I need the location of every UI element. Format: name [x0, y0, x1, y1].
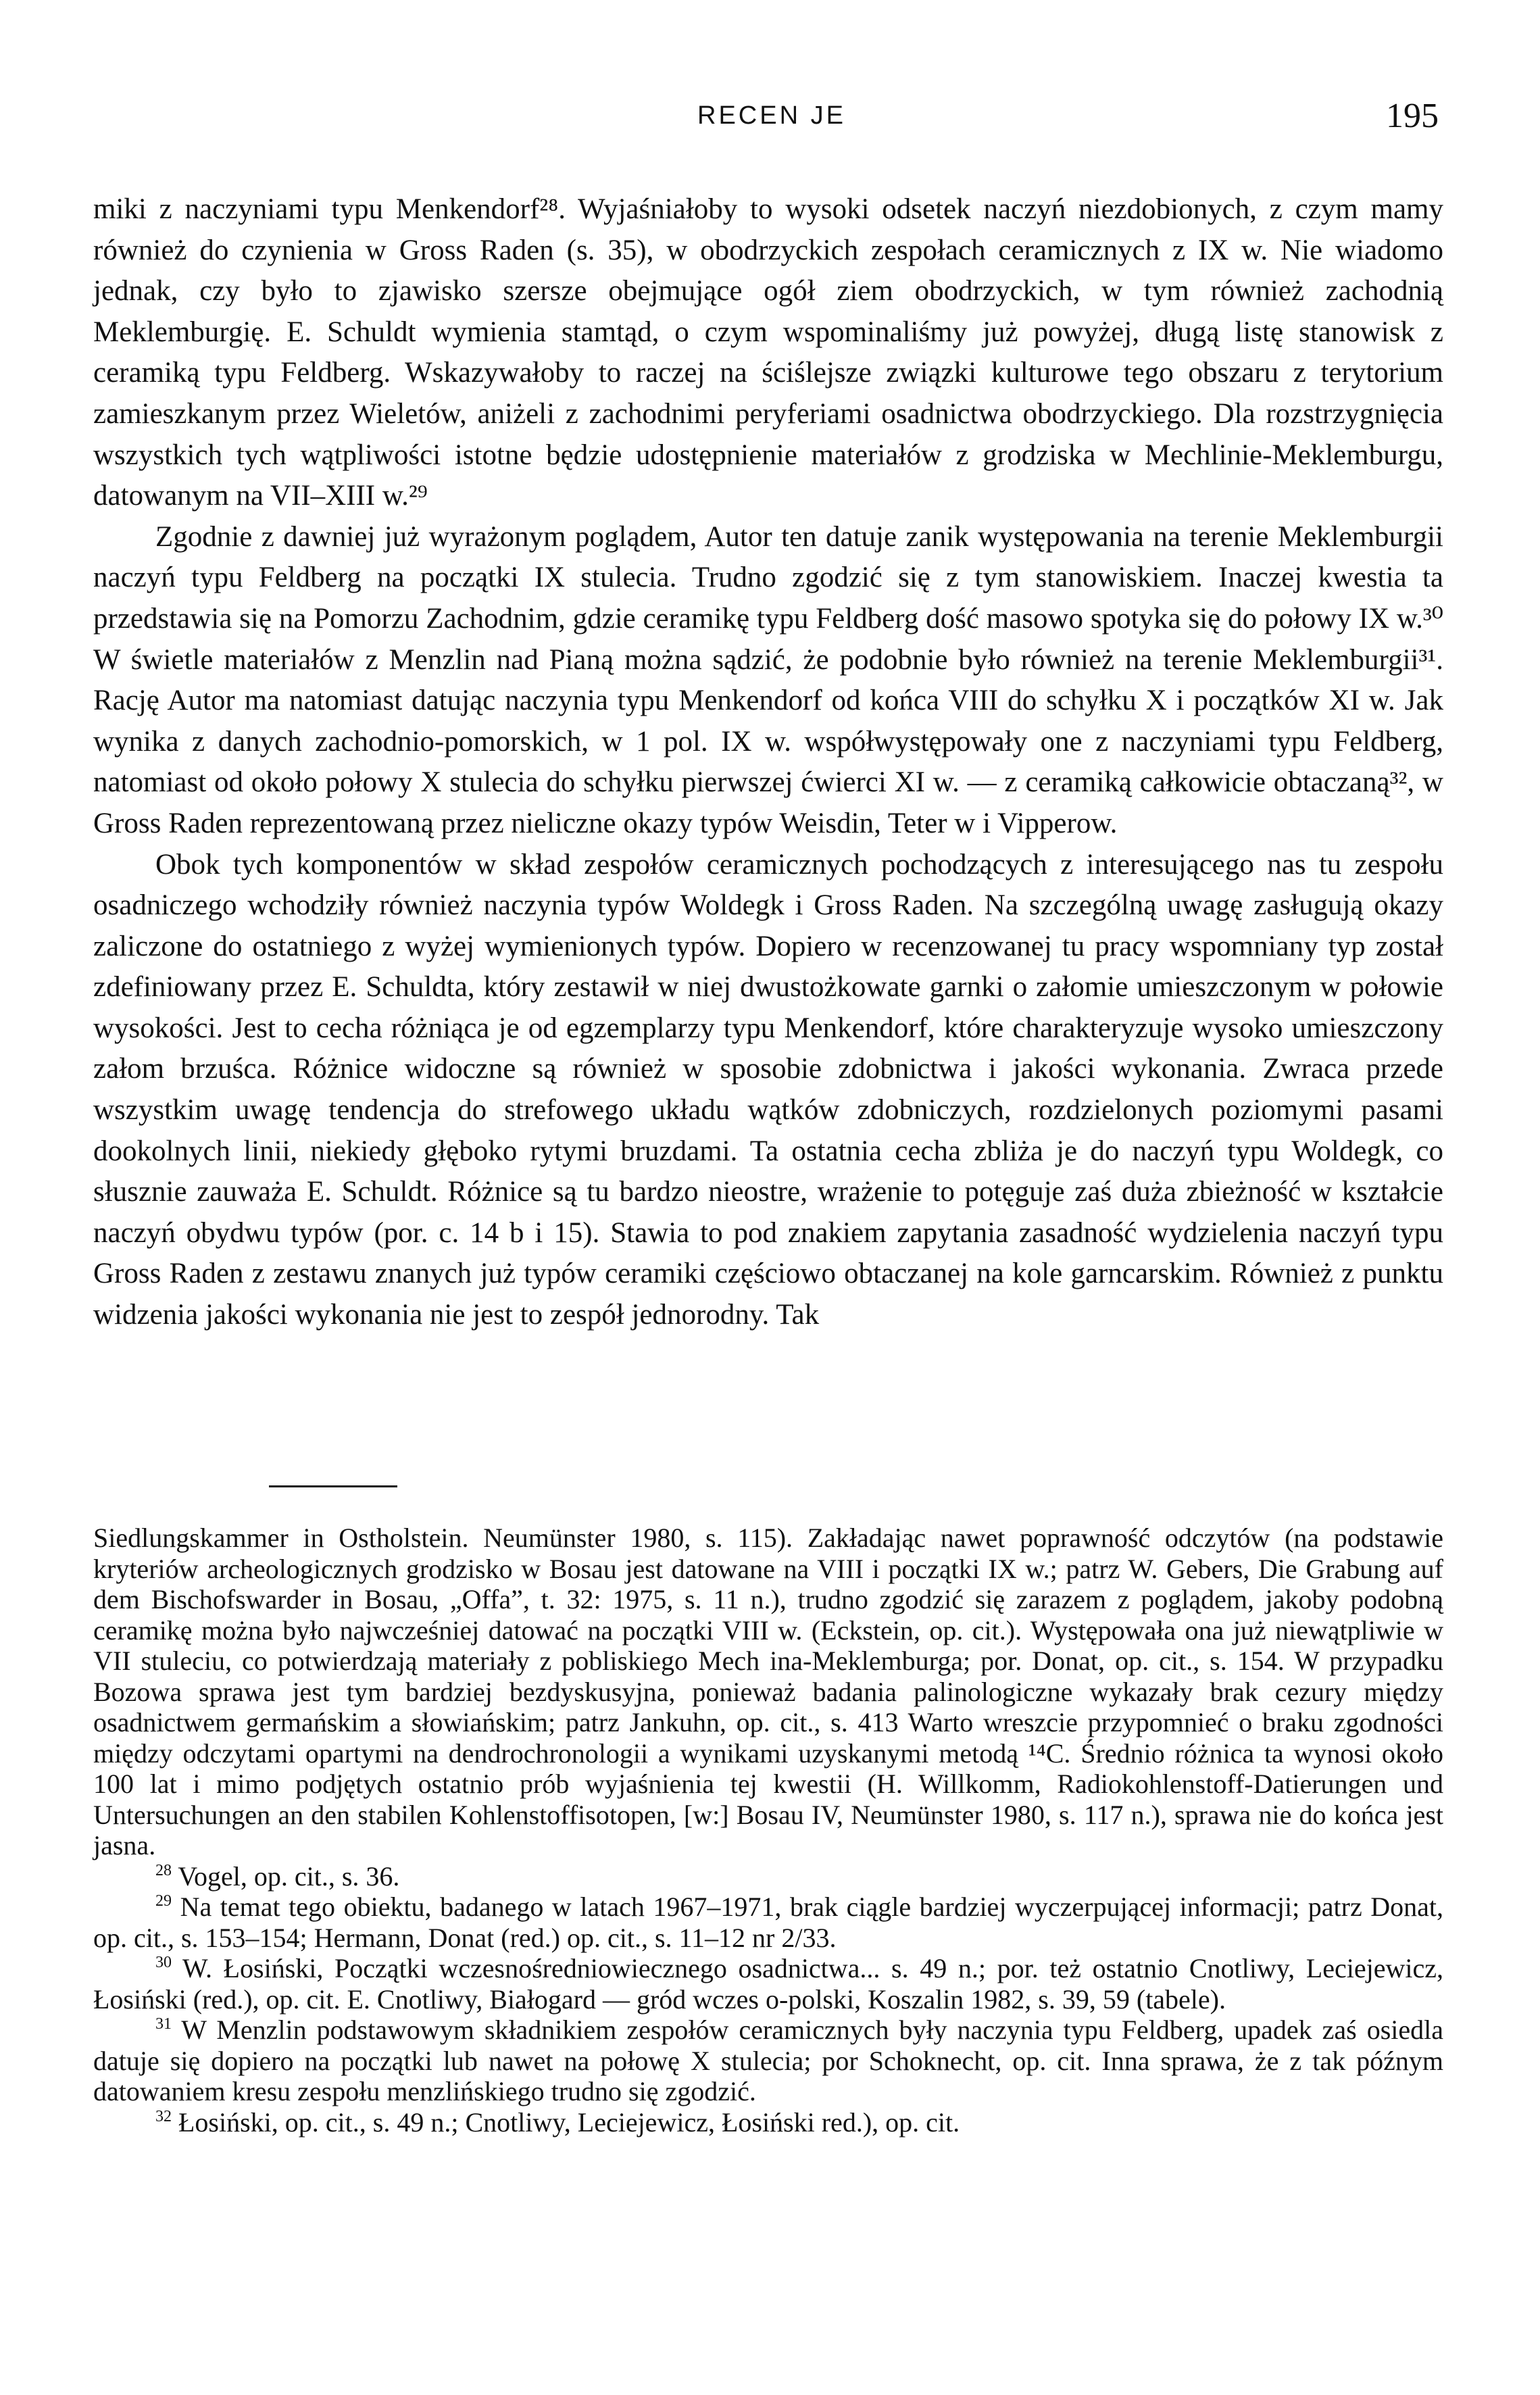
footnote-separator — [269, 1485, 397, 1487]
footnote-marker: 29 — [155, 1892, 172, 1910]
footnote-28 — [93, 1861, 1443, 1892]
body-paragraph-1: miki z naczyniami typu Menkendorf²⁸. Wyjaśniałoby to wysoki odsetek naczyń niezdobionych, z czym mamy również do czynienia w Gross Raden (s. 35), w obodrzyckich zespołach ceramicznych z IX w. Nie wiadomo jednak, czy było to zjawisko szersze obejmujące ogół ziem obodrzyckich, w tym również zachodnią Meklemburgię. E. Schuldt wymienia stamtąd, o czym wspominaliśmy już powyżej, długą listę stanowisk z ceramiką typu Feldberg. Wskazywałoby to raczej na ściślejsze związki kulturowe tego obszaru z terytorium zamieszkanym przez Wieletów, aniżeli z zachodnimi peryferiami osadnictwa obodrzyckiego. Dla rozstrzygnięcia wszystkich tych wątpliwości istotne będzie udostępnienie materiałów z grodziska w Mechlinie-Meklemburgu, datowanym na VII–XIII w.²⁹ — [93, 193, 1443, 512]
footnote-text: Na temat tego obiektu, badanego w latach 1967–1971, brak ciągle bardziej wyczerpującej informacji; patrz Donat, op. cit., s. 153–154; Hermann, Donat (red.) op. cit., s. 11–12 nr 2/33. — [93, 1892, 1444, 1953]
body-paragraph-2: Zgodnie z dawniej już wyrażonym poglądem, Autor ten datuje zanik występowania na terenie Meklemburgii naczyń typu Feldberg na początki IX stulecia. Trudno zgodzić się z tym stanowiskiem. Inaczej kwestia ta przedstawia się na Pomorzu Zachodnim, gdzie ceramikę typu Feldberg dość masowo spotyka się do połowy IX w.³⁰ W świetle materiałów z Menzlin nad Pianą można sądzić, że podobnie było również na terenie Meklemburgii³¹. Rację Autor ma natomiast datując naczynia typu Menkendorf od końca VIII do schyłku X i początków XI w. Jak wynika z danych zachodnio-pomorskich, w 1 pol. IX w. współwystępowały one z naczyniami typu Feldberg, natomiast od około połowy X stulecia do schyłku pierwszej ćwierci XI w. — z ceramiką całkowicie obtaczaną³², w Gross Raden reprezentowaną przez nieliczne okazy typów Weisdin, Teter w i Vipperow. — [93, 520, 1443, 839]
footnote-29 — [93, 1892, 1443, 1953]
footnote-text: W Menzlin podstawowym składnikiem zespołów ceramicznych były naczynia typu Feldberg, upadek zaś osiedla datuje się dopiero na początki lub nawet na połowę X stulecia; por Schoknecht, op. cit. Inna sprawa, że z tak późnym datowaniem kresu zespołu menzlińskiego trudno się zgodzić. — [93, 2015, 1444, 2106]
footnote-marker: 28 — [155, 1861, 172, 1879]
page-number: 195 — [1386, 97, 1439, 135]
footnotes — [93, 1523, 1443, 2138]
page-header — [0, 96, 1540, 143]
footnote-text: W. Łosiński, Początki wczesnośredniowiecznego osadnictwa... s. 49 n.; por. też ostatnio Cnotliwy, Leciejewicz, Łosiński (red.), op. cit. E. Cnotliwy, Białogard — gród wczes o-polski, Koszalin 1982, s. 39, 59 (tabele). — [93, 1953, 1443, 2015]
body-paragraph-3: Obok tych komponentów w skład zespołów ceramicznych pochodzących z interesującego nas tu zespołu osadniczego wchodziły również naczynia typów Woldegk i Gross Raden. Na szczególną uwagę zasługują okazy zaliczone do ostatniego z wyżej wymienionych typów. Dopiero w recenzowanej tu pracy wspomniany typ został zdefiniowany przez E. Schuldta, który zestawił w niej dwustożkowate garnki o załomie umieszczonym w połowie wysokości. Jest to cecha różniąca je od egzemplarzy typu Menkendorf, które charakteryzuje wysoko umieszczony załom brzuśca. Różnice widoczne są również w sposobie zdobnictwa i jakości wykonania. Zwraca przede wszystkim uwagę tendencja do strefowego układu wątków zdobniczych, rozdzielonych poziomymi pasami dookolnych linii, niekiedy głęboko rytymi bruzdami. Ta ostatnia cecha zbliża je do naczyń typu Woldegk, co słusznie zauważa E. Schuldt. Różnice są tu bardzo nieostre, wrażenie to potęguje zaś duża zbieżność w kształcie naczyń obydwu typów (por. c. 14 b i 15). Stawia to pod znakiem zapytania zasadność wydzielenia naczyń typu Gross Raden z zestawu znanych już typów ceramiki częściowo obtaczanej na kole garncarskim. Również z punktu widzenia jakości wykonania nie jest to zespół jednorodny. Tak — [93, 848, 1443, 1331]
footnote-text: Łosiński, op. cit., s. 49 n.; Cnotliwy, Leciejewicz, Łosiński red.), op. cit. — [178, 2106, 960, 2138]
footnote-marker: 30 — [155, 1954, 172, 1971]
running-head: RECEN JE — [697, 101, 846, 130]
footnote-32 — [93, 2107, 1443, 2138]
footnote-31 — [93, 2015, 1443, 2107]
footnote-continuation: Siedlungskammer in Ostholstein. Neumünster 1980, s. 115). Zakładając nawet poprawność odczytów (na podstawie kryteriów archeologicznych grodzisko w Bosau jest datowane na VIII i początki IX w.; patrz W. Gebers, Die Grabung auf dem Bischofswarder in Bosau, „Offa”, t. 32: 1975, s. 11 n.), trudno zgodzić się zarazem z poglądem, jakoby podobną ceramikę można było najwcześniej datować na początki VIII w. (Eckstein, op. cit.). Występowała ona już niewątpliwie w VII stuleciu, co potwierdzają materiały z pobliskiego Mech ina-Meklemburga; por. Donat, op. cit., s. 154. W przypadku Bozowa sprawa jest tym bardziej bezdyskusyjna, ponieważ badania palinologiczne wykazały brak cezury między osadnictwem germańskim a słowiańskim; patrz Jankuhn, op. cit., s. 413 Warto wreszcie przypomnieć o braku zgodności między odczytami opartymi na dendrochronologii a wynikami uzyskanymi metodą ¹⁴C. Średnio różnica ta wynosi około 100 lat i mimo podjętych ostatnio prób wyjaśnienia tej kwestii (H. Willkomm, Radiokohlenstoff-Datierungen und Untersuchungen an den stabilen Kohlenstoffisotopen, [w:] Bosau IV, Neumünster 1980, s. 117 n.), sprawa nie do końca jest jasna. — [93, 1523, 1443, 1860]
footnote-30 — [93, 1953, 1443, 2015]
footnote-marker: 32 — [155, 2107, 172, 2125]
footnote-marker: 31 — [155, 2015, 172, 2033]
main-text — [93, 189, 1443, 1336]
footnote-text: Vogel, op. cit., s. 36. — [178, 1860, 400, 1892]
